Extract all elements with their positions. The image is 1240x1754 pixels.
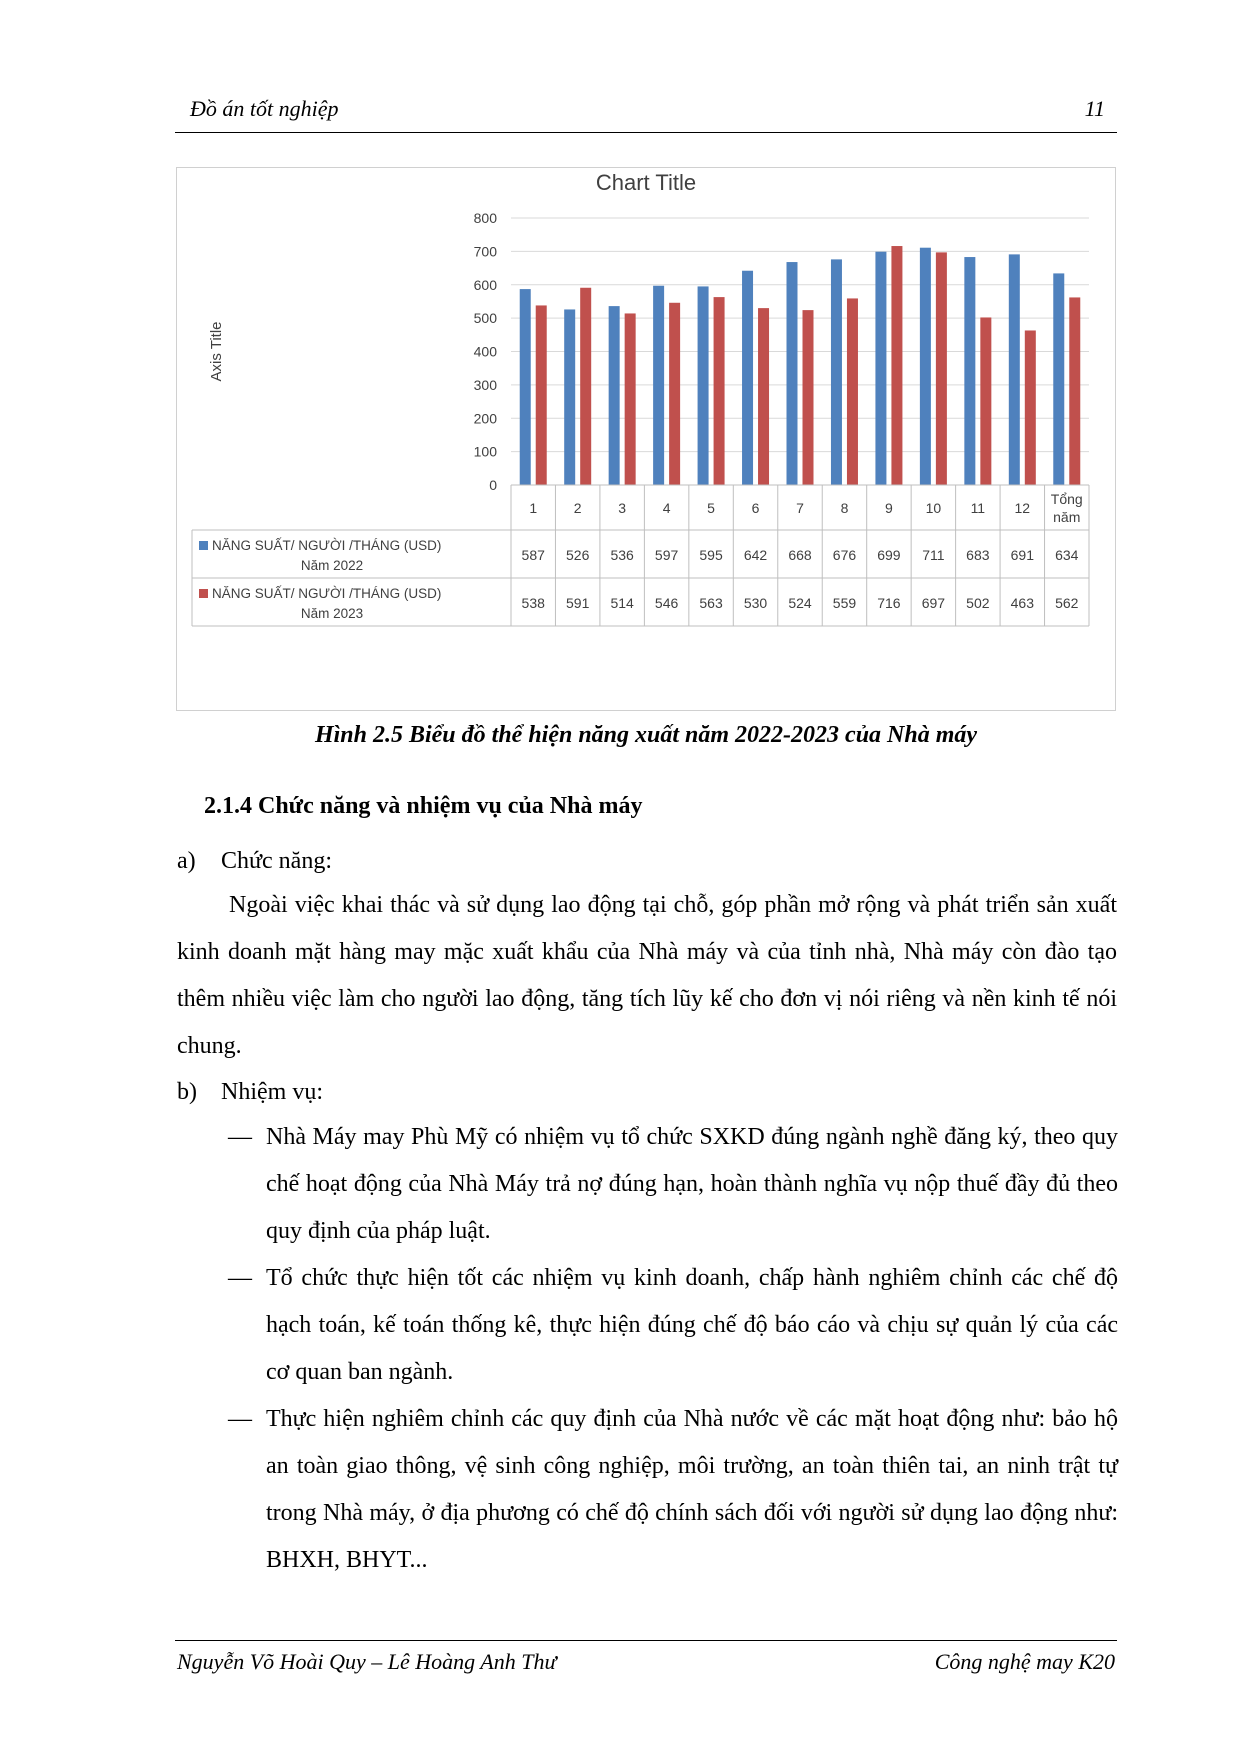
bar-series2 <box>1025 330 1036 485</box>
page-header <box>175 92 1117 133</box>
data-label: 502 <box>966 595 990 611</box>
page-number: 11 <box>1084 96 1105 121</box>
x-tick-label: 7 <box>796 500 804 516</box>
data-label: 536 <box>610 547 634 563</box>
bar-series1 <box>742 271 753 485</box>
x-tick-label: 5 <box>707 500 715 516</box>
bar-series2 <box>714 297 725 485</box>
body-paragraph <box>177 882 1117 1070</box>
data-label: 591 <box>566 595 590 611</box>
x-tick-label: năm <box>1053 509 1081 525</box>
data-label: 530 <box>743 595 768 611</box>
bullet-text: Tổ chức thực hiện tốt các nhiệm vụ kinh doanh, chấp hành nghiêm chỉnh các chế độ hạch toán, kế toán thống kê, thực hiện đúng chế độ báo cáo và chịu sự quản lý của các cơ quan ban ngành. <box>266 1265 1118 1385</box>
data-label: 563 <box>699 595 723 611</box>
bullet-item <box>228 1396 1118 1584</box>
item-b-label: Nhiệm vụ: <box>221 1079 323 1105</box>
data-label: 595 <box>699 547 723 563</box>
data-label: 676 <box>832 547 857 563</box>
bar-series1 <box>564 309 575 485</box>
data-label: 559 <box>832 595 857 611</box>
y-tick-label: 0 <box>489 477 497 493</box>
data-label: 683 <box>966 547 990 563</box>
data-label: 668 <box>788 547 812 563</box>
y-tick-label: 300 <box>473 376 497 393</box>
y-tick-label: 500 <box>473 310 497 327</box>
y-tick-label: 200 <box>473 410 497 427</box>
data-label: 514 <box>610 595 634 611</box>
legend-label: Năm 2022 <box>300 558 364 573</box>
bar-series1 <box>1009 254 1020 485</box>
bar-series1 <box>698 286 709 485</box>
bullet-text: Nhà Máy may Phù Mỹ có nhiệm vụ tổ chức SXKD đúng ngành nghề đăng ký, theo quy chế hoạt động của Nhà Máy trả nợ đúng hạn, hoàn thành nghĩa vụ nộp thuế đầy đủ theo quy định của pháp luật. <box>266 1124 1118 1244</box>
x-tick-label: 3 <box>618 500 627 516</box>
item-a <box>177 838 332 885</box>
data-label: 699 <box>877 547 901 563</box>
legend-label: NĂNG SUẤT/ NGƯỜI /THÁNG (USD) <box>212 538 442 553</box>
legend-label: NĂNG SUẤT/ NGƯỜI /THÁNG (USD) <box>212 586 442 601</box>
y-tick-label: 600 <box>473 276 497 293</box>
bar-series2 <box>891 246 902 485</box>
bar-series1 <box>920 248 931 485</box>
data-label: 691 <box>1010 547 1034 563</box>
y-tick-label: 700 <box>473 243 497 260</box>
bar-series2 <box>803 310 814 485</box>
footer-program: Công nghệ may K20 <box>934 1649 1115 1674</box>
data-label: 642 <box>743 547 768 563</box>
bar-series2 <box>580 288 591 485</box>
bullet-marker: — <box>228 1124 252 1150</box>
item-b-marker: b) <box>177 1079 197 1105</box>
item-a-marker: a) <box>177 848 196 874</box>
y-tick-label: 800 <box>473 210 497 226</box>
data-label: 697 <box>921 595 946 611</box>
section-heading: 2.1.4 Chức năng và nhiệm vụ của Nhà máy <box>204 793 643 819</box>
item-a-label: Chức năng: <box>221 848 332 874</box>
x-tick-label: 2 <box>573 500 582 516</box>
y-tick-label: 400 <box>473 343 497 360</box>
bar-series1 <box>875 252 886 485</box>
x-tick-label: Tổng <box>1050 491 1083 507</box>
bar-series1 <box>964 257 975 485</box>
bar-series2 <box>1069 297 1080 485</box>
x-tick-label: 12 <box>1014 500 1031 516</box>
x-tick-label: 11 <box>970 500 986 516</box>
y-tick-label: 100 <box>473 443 497 460</box>
bullet-item <box>228 1114 1118 1255</box>
document-title: Đồ án tốt nghiệp <box>190 96 339 121</box>
bar-series2 <box>980 317 991 485</box>
bullet-marker: — <box>228 1406 252 1432</box>
data-label: 562 <box>1055 595 1079 611</box>
bullet-item <box>228 1255 1118 1396</box>
bar-series2 <box>669 303 680 485</box>
bullet-marker: — <box>228 1265 252 1291</box>
bar-chart <box>177 168 1115 710</box>
bar-series1 <box>609 306 620 485</box>
legend-key <box>199 541 208 550</box>
bar-series2 <box>847 298 858 485</box>
data-label: 526 <box>566 547 590 563</box>
x-tick-label: 8 <box>840 500 849 516</box>
paragraph-text: Ngoài việc khai thác và sử dụng lao động tại chỗ, góp phần mở rộng và phát triển sản xuất kinh doanh mặt hàng may mặc xuất khẩu của Nhà máy và của tỉnh nhà, Nhà máy còn đào tạo thêm nhiều việc làm cho người lao động, tăng tích lũy kế cho đơn vị nói riêng và nền kinh tế nói chung. <box>177 892 1117 1059</box>
bar-series2 <box>536 305 547 485</box>
data-label: 634 <box>1055 547 1079 563</box>
bar-series1 <box>520 289 531 485</box>
data-label: 587 <box>521 547 545 563</box>
legend-key <box>199 589 208 598</box>
data-label: 538 <box>521 595 545 611</box>
data-label: 716 <box>877 595 901 611</box>
bar-series2 <box>936 252 947 485</box>
x-tick-label: 6 <box>751 500 760 516</box>
legend-label: Năm 2023 <box>300 606 364 621</box>
bar-series2 <box>758 308 769 485</box>
chart-title: Chart Title <box>595 170 697 195</box>
data-label: 463 <box>1010 595 1034 611</box>
x-tick-label: 9 <box>885 500 893 516</box>
bar-series1 <box>1053 273 1064 485</box>
page-footer <box>175 1640 1117 1681</box>
bar-series1 <box>787 262 798 485</box>
data-label: 711 <box>922 547 945 563</box>
data-label: 546 <box>654 595 679 611</box>
x-tick-label: 10 <box>925 500 942 516</box>
data-label: 524 <box>788 595 812 611</box>
bar-series1 <box>653 286 664 485</box>
figure-caption: Hình 2.5 Biểu đồ thể hiện năng xuất năm 2022-2023 của Nhà máy <box>314 722 978 748</box>
footer-authors: Nguyễn Võ Hoài Quy – Lê Hoàng Anh Thư <box>177 1649 557 1674</box>
chart-container <box>176 167 1116 711</box>
bullet-text: Thực hiện nghiêm chỉnh các quy định của Nhà nước về các mặt hoạt động như: bảo hộ an toàn giao thông, vệ sinh công nghiệp, môi trường, an toàn thiên tai, an ninh trật tự trong Nhà máy, ở địa phương có chế độ chính sách đối với người sử dụng lao động như: BHXH, BHYT... <box>266 1406 1118 1573</box>
x-tick-label: 4 <box>662 500 671 516</box>
x-tick-label: 1 <box>529 500 538 516</box>
y-axis-title: Axis Title <box>208 321 225 382</box>
bar-series2 <box>625 313 636 485</box>
item-b <box>177 1069 323 1116</box>
bar-series1 <box>831 259 842 485</box>
data-label: 597 <box>654 547 679 563</box>
